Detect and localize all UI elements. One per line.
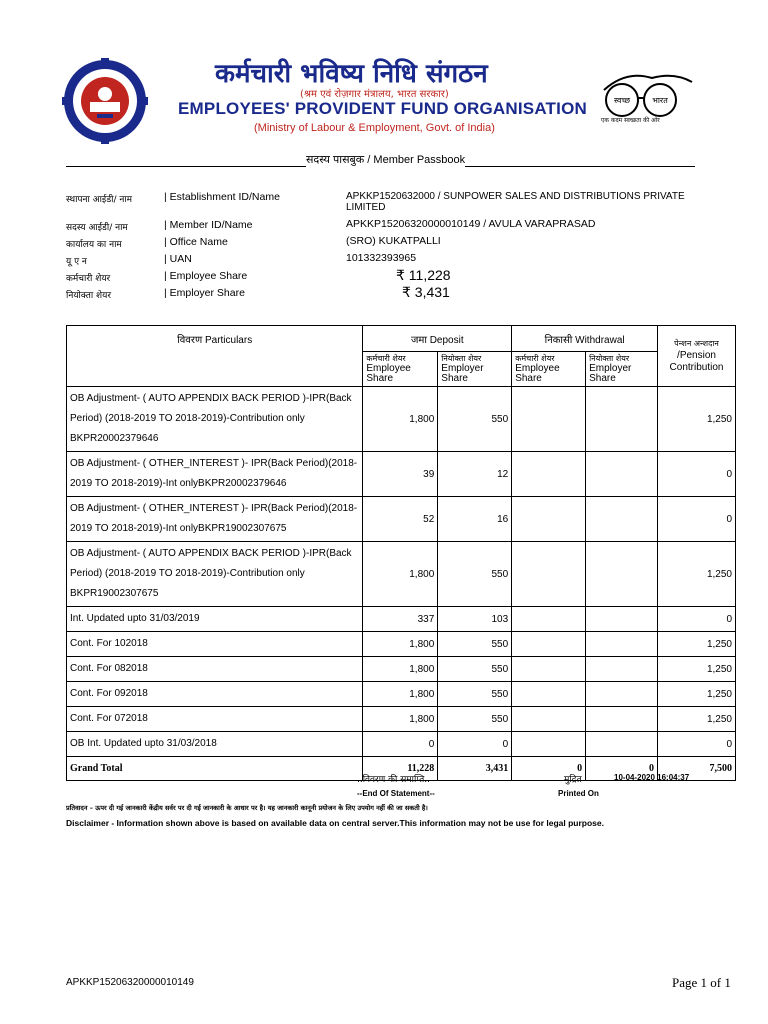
- row-dep-emp: 1,800: [363, 542, 438, 607]
- row-pension: 1,250: [658, 657, 736, 682]
- grand-total-pension: 7,500: [658, 757, 736, 781]
- row-wd-empr: [586, 732, 658, 757]
- employee-share-value: ₹ 11,228: [396, 267, 451, 283]
- row-particulars: Cont. For 102018: [67, 632, 363, 657]
- passbook-title-line: [66, 152, 728, 167]
- header-wd-empr: [586, 352, 658, 387]
- underline-left: [66, 157, 306, 167]
- row-dep-emp: 337: [363, 607, 438, 632]
- grand-total-label: Grand Total: [67, 757, 363, 781]
- row-dep-empr: 12: [438, 452, 512, 497]
- printed-on-value: 10-04-2020 16:04:37: [614, 773, 690, 782]
- passbook-title: सदस्य पासबुक / Member Passbook: [306, 154, 466, 166]
- row-wd-empr: [586, 497, 658, 542]
- disclaimer-hi: प्रतिवादन – ऊपर दी गई जानकारी केंद्रीय सर्वर पर दी गई जानकारी के आधार पर है। यह जानकारी कानूनी प्रयोजन के लिए उपयोग नहीं की जा सकती है।: [66, 804, 428, 812]
- row-wd-emp: [512, 707, 586, 732]
- header-dep-empr: [438, 352, 512, 387]
- header-pension: [658, 326, 736, 387]
- row-particulars: Cont. For 072018: [67, 707, 363, 732]
- row-particulars: Cont. For 092018: [67, 682, 363, 707]
- header-withdrawal: निकासी Withdrawal: [512, 326, 658, 352]
- disclaimer: Disclaimer - Information shown above is based on available data on central server.This information may not be use for legal purpose.: [66, 818, 604, 828]
- header-wd-empr-en: Employer Share: [589, 363, 632, 384]
- table-row: [67, 542, 736, 607]
- employer-share-value: ₹ 3,431: [402, 284, 450, 300]
- row-wd-empr: [586, 452, 658, 497]
- row-pension: 1,250: [658, 387, 736, 452]
- row-pension: 1,250: [658, 707, 736, 732]
- row-wd-emp: [512, 542, 586, 607]
- row-wd-emp: [512, 452, 586, 497]
- row-dep-empr: 16: [438, 497, 512, 542]
- row-dep-emp: 0: [363, 732, 438, 757]
- english-org-title: EMPLOYEES' PROVIDENT FUND ORGANISATION: [178, 99, 587, 118]
- header-wd-emp-en: Employee Share: [515, 363, 560, 384]
- table-row: [67, 387, 736, 452]
- row-particulars: OB Adjustment- ( OTHER_INTEREST )- IPR(Back Period)(2018-2019 TO 2018-2019)-Int onlyBKPR20002379646: [67, 452, 363, 497]
- table-row: [67, 732, 736, 757]
- table-row: [67, 707, 736, 732]
- table-row: [67, 607, 736, 632]
- row-pension: 0: [658, 732, 736, 757]
- row-dep-emp: 52: [363, 497, 438, 542]
- row-pension: 0: [658, 452, 736, 497]
- header-dep-emp: [363, 352, 438, 387]
- row-particulars: OB Adjustment- ( AUTO APPENDIX BACK PERIOD )-IPR(Back Period) (2018-2019 TO 2018-2019)-Contribution only BKPR19002307675: [67, 542, 363, 607]
- header-dep-emp-en: Employee Share: [366, 363, 411, 384]
- row-wd-emp: [512, 607, 586, 632]
- row-dep-empr: 550: [438, 632, 512, 657]
- epfo-logo: [62, 58, 148, 144]
- header-pension-en: /Pension Contribution: [669, 350, 724, 373]
- row-wd-empr: [586, 387, 658, 452]
- info-label-en: | Establishment ID/Name: [164, 191, 280, 203]
- printed-on-label: Printed On: [558, 789, 599, 798]
- passbook-table: [66, 325, 736, 781]
- printed-on-hi: मुद्रित: [564, 775, 582, 785]
- info-row-establishment: [66, 191, 736, 219]
- info-label-hi: स्थापना आईडी/ नाम: [66, 195, 133, 205]
- swachh-right-text: भारत: [652, 96, 668, 105]
- member-info: [66, 191, 736, 304]
- row-pension: 1,250: [658, 682, 736, 707]
- header-deposit: जमा Deposit: [363, 326, 512, 352]
- grand-total-dep-emp: 11,228: [363, 757, 438, 781]
- row-wd-emp: [512, 732, 586, 757]
- row-wd-empr: [586, 542, 658, 607]
- info-label-en: | Member ID/Name: [164, 219, 253, 231]
- info-label-en: | Office Name: [164, 236, 228, 248]
- establishment-value: APKKP1520632000 / SUNPOWER SALES AND DISTRIBUTIONS PRIVATE LIMITED: [346, 191, 685, 213]
- row-particulars: Int. Updated upto 31/03/2019: [67, 607, 363, 632]
- row-dep-empr: 0: [438, 732, 512, 757]
- page-number: Page 1 of 1: [672, 975, 731, 990]
- row-wd-empr: [586, 607, 658, 632]
- info-label-hi: नियोक्ता शेयर: [66, 291, 112, 301]
- info-row-employee-share: [66, 267, 736, 287]
- table-row: [67, 497, 736, 542]
- hindi-ministry-subtitle: (श्रम एवं रोज़गार मंत्रालय, भारत सरकार): [300, 89, 449, 100]
- row-pension: 0: [658, 607, 736, 632]
- row-wd-empr: [586, 682, 658, 707]
- row-pension: 1,250: [658, 542, 736, 607]
- row-particulars: Cont. For 082018: [67, 657, 363, 682]
- row-wd-emp: [512, 632, 586, 657]
- row-particulars: OB Int. Updated upto 31/03/2018: [67, 732, 363, 757]
- row-wd-empr: [586, 707, 658, 732]
- info-row-office: [66, 236, 736, 253]
- header-wd-emp: [512, 352, 586, 387]
- table-row: [67, 682, 736, 707]
- row-dep-emp: 1,800: [363, 707, 438, 732]
- table-row: [67, 657, 736, 682]
- header-wd-empr-hi: नियोक्ता शेयर: [589, 354, 630, 363]
- row-wd-emp: [512, 657, 586, 682]
- row-dep-emp: 1,800: [363, 682, 438, 707]
- row-wd-empr: [586, 632, 658, 657]
- info-label-hi: सदस्य आईडी/ नाम: [66, 223, 128, 233]
- row-dep-emp: 39: [363, 452, 438, 497]
- header-wd-emp-hi: कर्मचारी शेयर: [515, 354, 555, 363]
- row-dep-empr: 550: [438, 387, 512, 452]
- row-dep-empr: 550: [438, 657, 512, 682]
- ministry-subtitle: (Ministry of Labour & Employment, Govt. of India): [254, 122, 495, 134]
- row-dep-empr: 103: [438, 607, 512, 632]
- info-label-en: | Employee Share: [164, 270, 248, 282]
- info-row-employer-share: [66, 284, 736, 304]
- row-dep-emp: 1,800: [363, 387, 438, 452]
- row-wd-emp: [512, 497, 586, 542]
- info-label-en: | Employer Share: [164, 287, 245, 299]
- end-of-statement: --End Of Statement--: [357, 789, 435, 798]
- hindi-org-title: कर्मचारी भविष्य निधि संगठन: [215, 59, 488, 89]
- header-dep-empr-en: Employer Share: [441, 363, 484, 384]
- table-row: [67, 452, 736, 497]
- info-label-hi: कार्यालय का नाम: [66, 240, 122, 250]
- grand-total-dep-empr: 3,431: [438, 757, 512, 781]
- office-value: (SRO) KUKATPALLI: [346, 235, 441, 247]
- row-dep-empr: 550: [438, 682, 512, 707]
- row-dep-empr: 550: [438, 542, 512, 607]
- row-dep-empr: 550: [438, 707, 512, 732]
- header-dep-emp-hi: कर्मचारी शेयर: [366, 354, 406, 363]
- info-label-hi: कर्मचारी शेयर: [66, 274, 111, 284]
- row-dep-emp: 1,800: [363, 632, 438, 657]
- row-wd-emp: [512, 387, 586, 452]
- footer-member-id: APKKP15206320000010149: [66, 977, 194, 988]
- info-label-hi: यू ए न: [66, 257, 87, 267]
- row-dep-emp: 1,800: [363, 657, 438, 682]
- row-pension: 0: [658, 497, 736, 542]
- header-particulars: विवरण Particulars: [67, 326, 363, 387]
- swachh-tagline: एक कदम स्वच्छता की ओर: [601, 117, 660, 124]
- row-particulars: OB Adjustment- ( AUTO APPENDIX BACK PERIOD )-IPR(Back Period) (2018-2019 TO 2018-2019)-Contribution only BKPR20002379646: [67, 387, 363, 452]
- row-wd-empr: [586, 657, 658, 682]
- row-wd-emp: [512, 682, 586, 707]
- header-pension-hi: पेन्शन अन्शदान: [674, 339, 719, 348]
- uan-value: 101332393965: [346, 252, 417, 264]
- underline-right: [465, 157, 695, 167]
- swachh-left-text: स्वच्छ: [613, 96, 631, 105]
- info-label-en: | UAN: [164, 253, 192, 265]
- header-dep-empr-hi: नियोक्ता शेयर: [441, 354, 482, 363]
- table-row: [67, 632, 736, 657]
- end-of-statement-hi: ..विवरण की समाप्ति..: [357, 775, 430, 785]
- grand-total-wd-emp: 0: [512, 757, 586, 781]
- info-row-member: [66, 219, 736, 236]
- row-particulars: OB Adjustment- ( OTHER_INTEREST )- IPR(Back Period)(2018-2019 TO 2018-2019)-Int onlyBKPR19002307675: [67, 497, 363, 542]
- grand-total-wd-empr: 0: [586, 757, 658, 781]
- row-pension: 1,250: [658, 632, 736, 657]
- member-value: APKKP15206320000010149 / AVULA VARAPRASAD: [346, 218, 596, 230]
